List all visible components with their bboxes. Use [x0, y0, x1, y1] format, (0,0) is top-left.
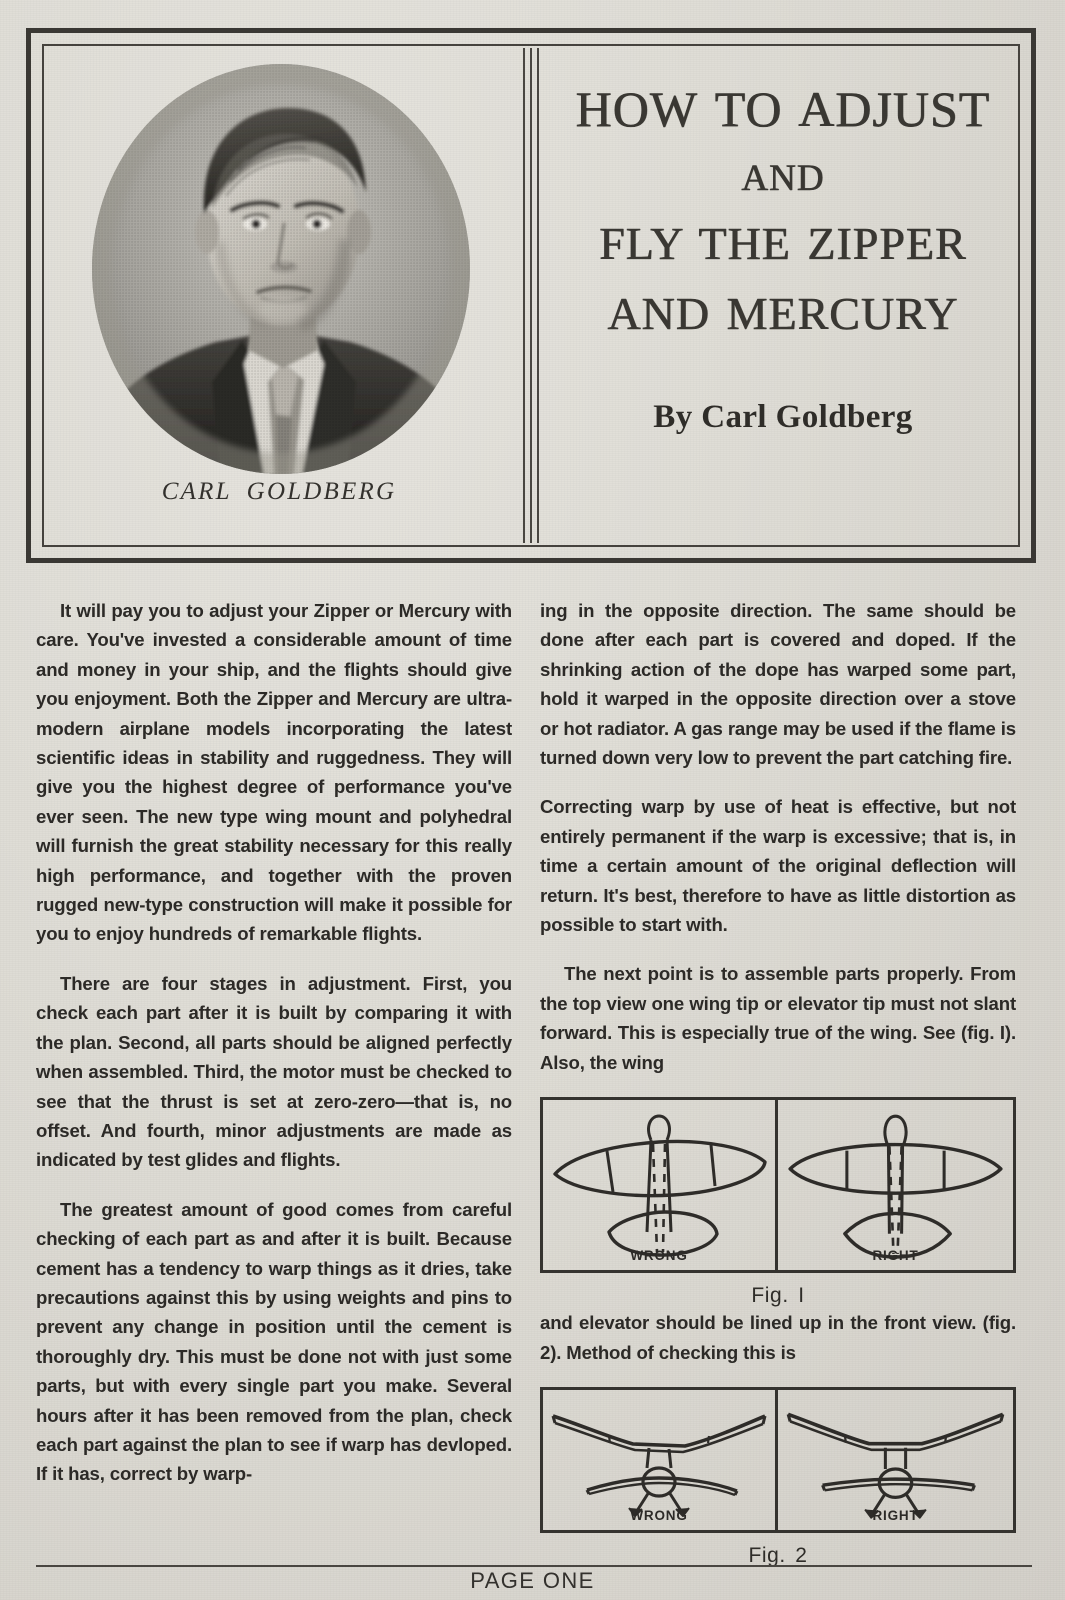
- figure-2-box: [540, 1387, 1016, 1533]
- figure-1-caption: Fig. I: [751, 1284, 805, 1308]
- page-title-line-1: HOW TO ADJUST: [575, 81, 991, 137]
- figure-1-label-wrong: WRONG: [630, 1248, 688, 1264]
- paragraph: and elevator should be lined up in the front view. (fig. 2). Method of checking this is: [540, 1312, 1016, 1363]
- figure-2-caption: Fig. 2: [748, 1543, 808, 1567]
- masthead-vertical-rule: [514, 46, 548, 545]
- portrait-block: [44, 46, 514, 545]
- figure-1-label-right: RIGHT: [872, 1248, 919, 1264]
- figure-2-label-right: RIGHT: [872, 1507, 919, 1523]
- paragraph: The next point is to assemble parts properly. From the top view one wing tip or elevator tip must not slant forward. This is especially true of the wing. See (fig. I). Also, the wing: [540, 963, 1016, 1073]
- article-body: [36, 596, 1032, 1567]
- column-right: [540, 596, 1016, 1568]
- column-left: [36, 596, 512, 1489]
- title-block: [548, 46, 1018, 545]
- paragraph: There are four stages in adjustment. First, you check each part after it is built by comparing it with the plan. Second, all parts should be aligned perfectly when assembled. Third, the motor must be checked to see that the thrust is set at zero-zero—that is, no offset. And fourth, minor adjustments are made as indicated by test glides and flights.: [36, 972, 512, 1171]
- portrait-photo: [92, 64, 470, 474]
- paragraph: It will pay you to adjust your Zipper or Mercury with care. You've invested a considerable amount of time and money in your ship, and the flights should give you enjoyment. Both the Zipper and Mercury are ultra-modern airplane models incorporating the latest scientific ideas in stability and ruggedness. They will give you the highest degree of performance you've ever seen. The new type wing mount and polyhedral will furnish the great stability necessary for this really high performance, and together with the proven rugged new-type construction will make it possible for you to enjoy hundreds of remarkable flights.: [36, 600, 512, 945]
- figure-1: [540, 1097, 1016, 1308]
- figure-1-pane-wrong: [543, 1100, 778, 1270]
- figure-2-pane-wrong: [543, 1390, 778, 1530]
- top-view-wrong-diagram: [543, 1100, 775, 1270]
- page-title-line-2: AND: [741, 158, 825, 199]
- figure-1-box: [540, 1097, 1016, 1273]
- page-title-line-4: AND MERCURY: [607, 288, 959, 339]
- paragraph: ing in the opposite direction. The same should be done after each part is covered and doped. If the shrinking action of the dope has warped some part, hold it warped in the opposite direction over a stove or hot radiator. A gas range may be used if the flame is turned down very low to prevent the part catching fire.: [540, 600, 1016, 769]
- figure-2: [540, 1387, 1016, 1568]
- page-title-line-3: FLY THE ZIPPER: [599, 218, 967, 269]
- portrait-oval: [92, 64, 470, 474]
- figure-2-label-wrong: WRONG: [630, 1507, 688, 1523]
- masthead-frame: [26, 28, 1036, 563]
- figure-1-pane-right: [778, 1100, 1013, 1270]
- figure-2-pane-right: [778, 1390, 1013, 1530]
- portrait-caption: CARL GOLDBERG: [161, 478, 397, 505]
- paragraph: The greatest amount of good comes from careful checking of each part as and after it is built. Because cement has a tendency to warp things as it dries, take precautions against this by using weights and pins to prevent any change in position until the cement is thoroughly dry. This must be done not with just some parts, but with every single part you make. Several hours after it has been removed from the plan, check each part against the plan to see if warp has devloped. If it has, correct by warp-: [36, 1198, 512, 1485]
- paragraph: Correcting warp by use of heat is effective, but not entirely permanent if the warp is excessive; that is, in time a certain amount of the original deflection will return. It's best, therefore to have as little distortion as possible to start with.: [540, 796, 1016, 936]
- footer-rule: [36, 1565, 1032, 1567]
- byline: By Carl Goldberg: [653, 399, 913, 435]
- page-footer: PAGE ONE: [470, 1568, 595, 1593]
- top-view-right-diagram: [778, 1100, 1013, 1272]
